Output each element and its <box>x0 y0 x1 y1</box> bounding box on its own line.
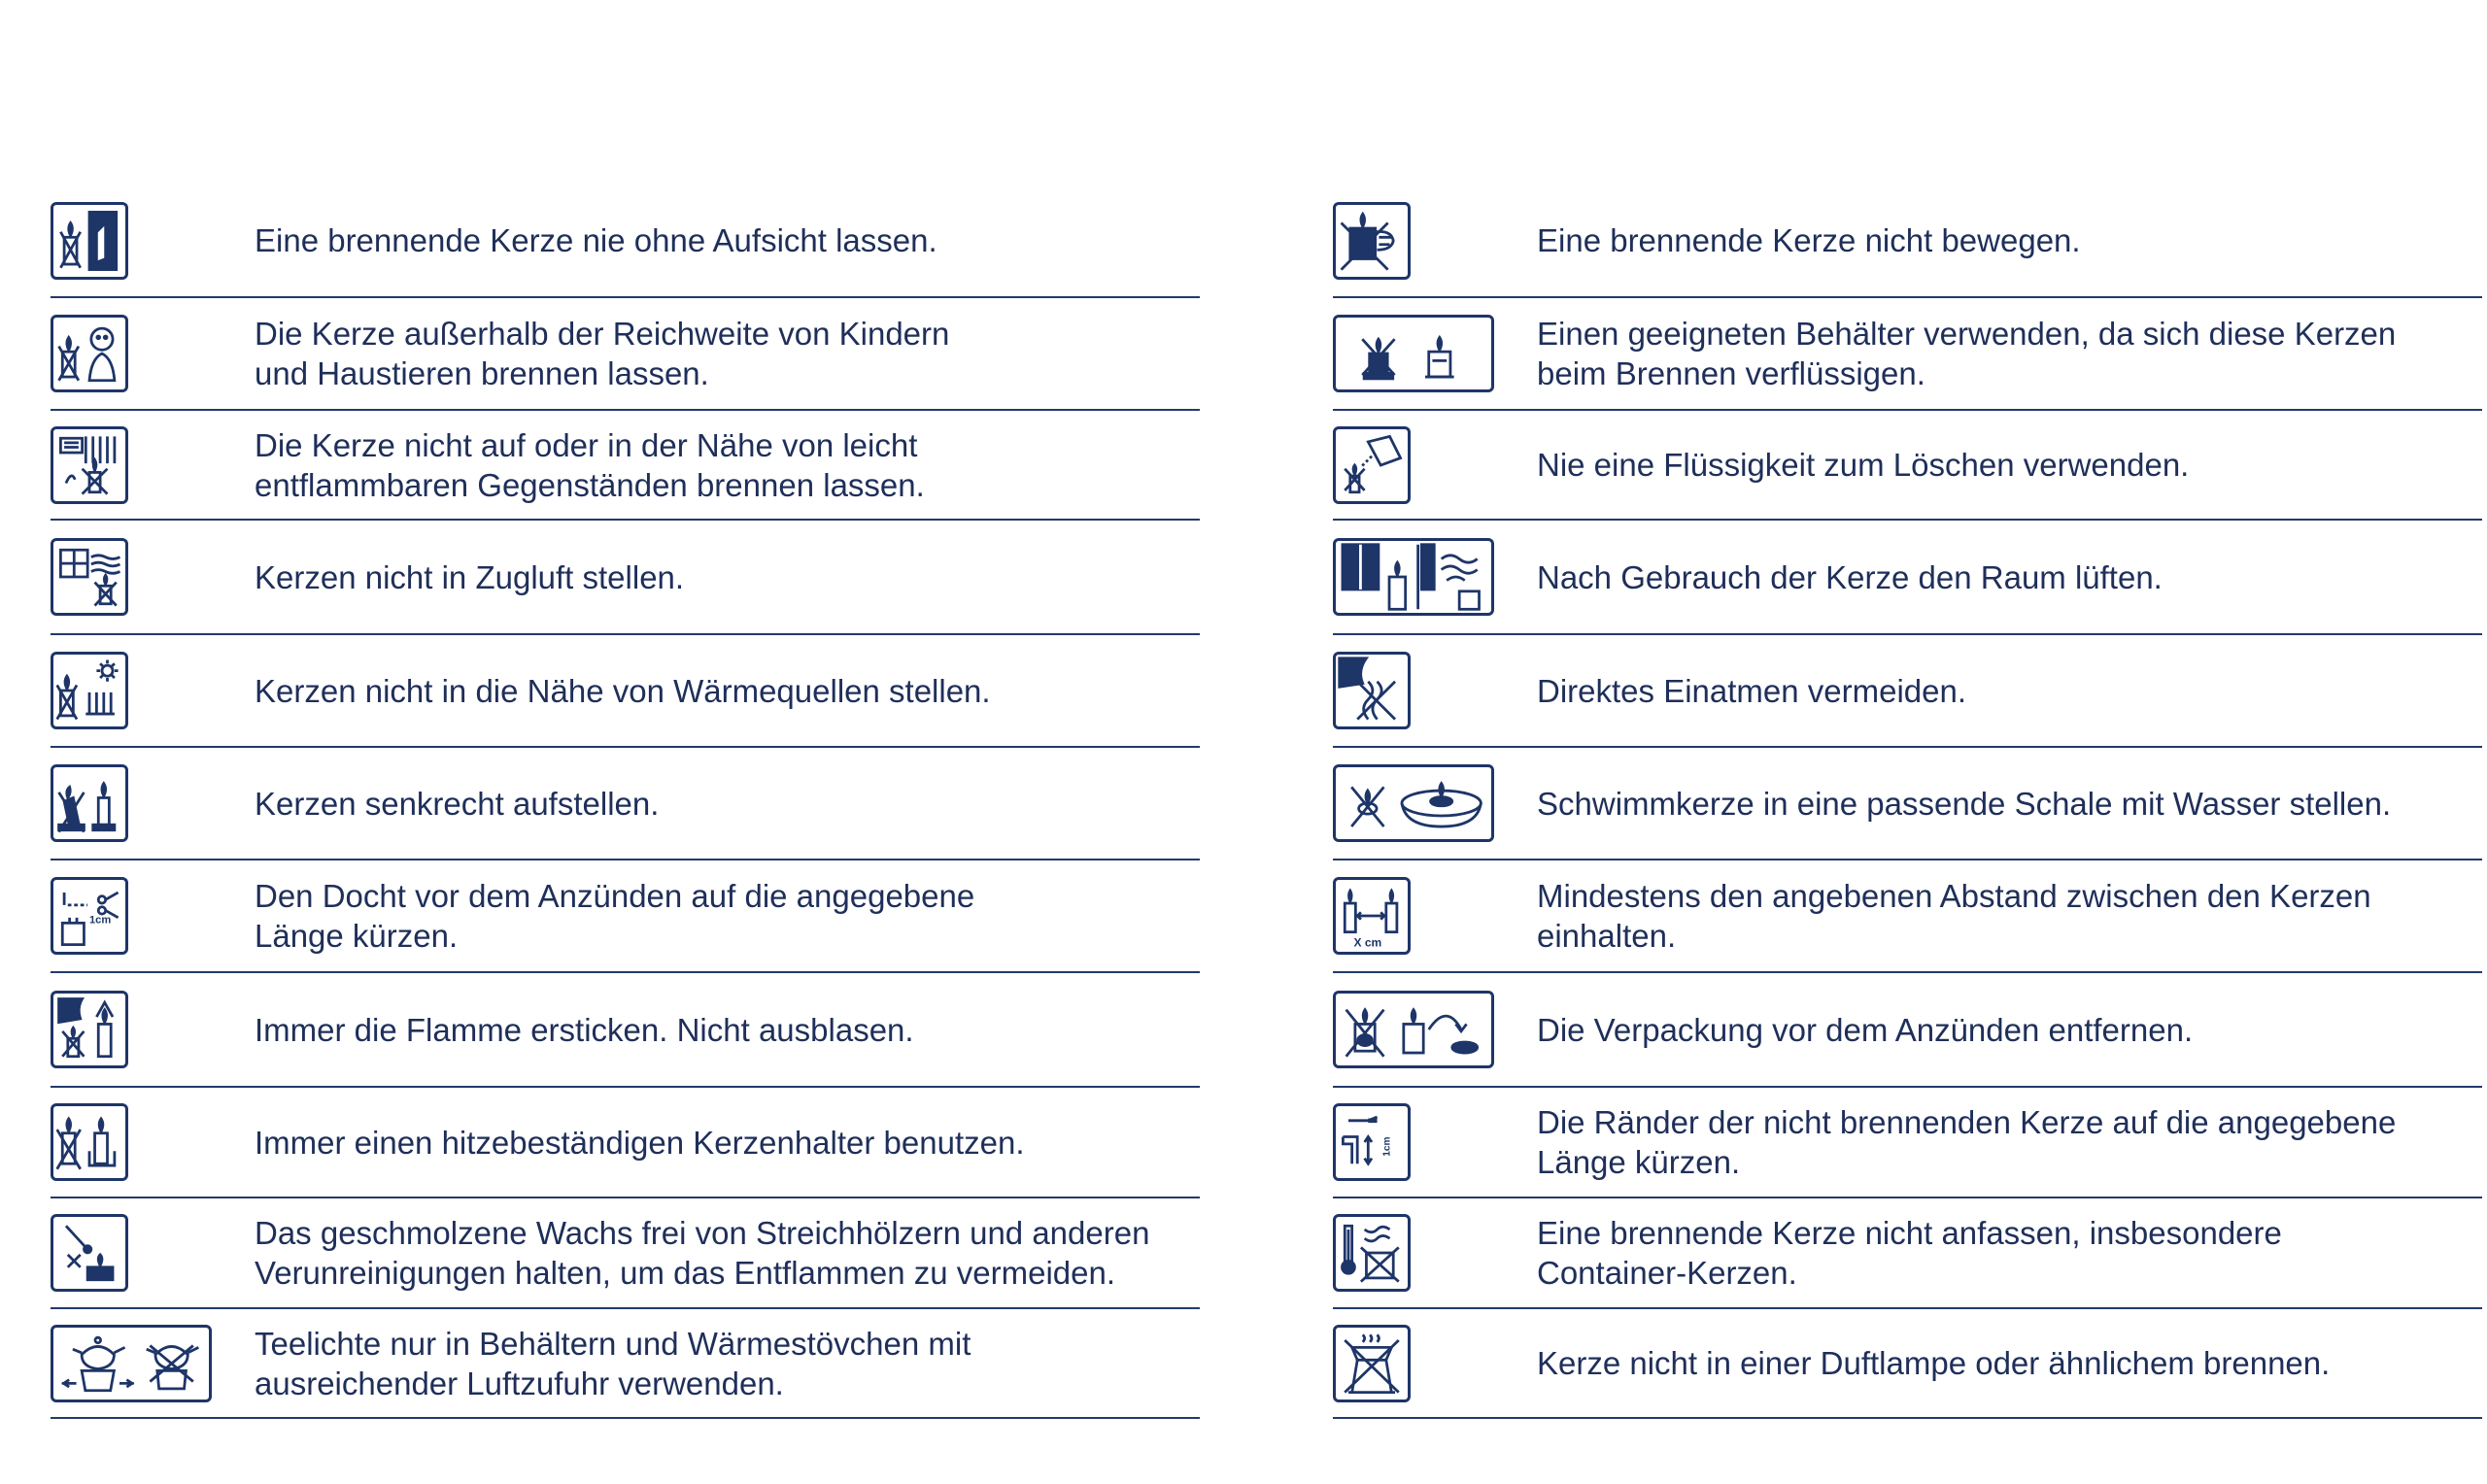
list-item-text: Nie eine Flüssigkeit zum Löschen verwenden. <box>1537 447 2190 483</box>
list-item-text: Den Docht vor dem Anzünden auf die angegebene Länge kürzen. <box>255 878 975 954</box>
list-item <box>51 748 1200 860</box>
left-column <box>51 185 1200 1419</box>
list-item-text: Das geschmolzene Wachs frei von Streichhölzern und anderen Verunreinigungen halten, um das Entflammen zu vermeiden. <box>255 1215 1150 1291</box>
list-item-text: Die Verpackung vor dem Anzünden entfernen. <box>1537 1011 2194 1048</box>
list-item <box>51 411 1200 521</box>
no-oil-burner-icon <box>1333 1325 1411 1402</box>
list-item-text: Immer einen hitzebeständigen Kerzenhalter benutzen. <box>255 1124 1025 1161</box>
ventilate-room-icon <box>1333 538 1494 616</box>
flammable-objects-icon <box>51 426 128 504</box>
list-item <box>1333 1309 2482 1419</box>
no-liquid-icon <box>1333 426 1411 504</box>
list-item <box>51 521 1200 635</box>
list-item-text: Nach Gebrauch der Kerze den Raum lüften. <box>1537 558 2163 595</box>
smother-flame-icon <box>51 991 128 1068</box>
list-item-text: Eine brennende Kerze nicht bewegen. <box>1537 222 2081 258</box>
list-item-text: Kerzen nicht in die Nähe von Wärmequellen stellen. <box>255 672 991 709</box>
list-item <box>51 973 1200 1088</box>
list-item <box>1333 185 2482 298</box>
no-inhale-icon <box>1333 652 1411 729</box>
list-item-text: Eine brennende Kerze nie ohne Aufsicht lassen. <box>255 222 937 258</box>
list-item-text: Mindestens den angebenen Abstand zwischen den Kerzen einhalten. <box>1537 878 2371 954</box>
upright-candle-icon <box>51 764 128 842</box>
candle-distance-icon <box>1333 877 1411 955</box>
wax-debris-icon <box>51 1214 128 1292</box>
list-item-text: Die Kerze nicht auf oder in der Nähe von leicht entflammbaren Gegenständen brennen lassen. <box>255 426 925 503</box>
trim-wick-icon <box>51 877 128 955</box>
floating-candle-icon <box>1333 764 1494 842</box>
list-item <box>1333 860 2482 973</box>
list-item-text: Schwimmkerze in eine passende Schale mit Wasser stellen. <box>1537 785 2392 822</box>
list-item-text: Die Kerze außerhalb der Reichweite von Kindern und Haustieren brennen lassen. <box>255 316 950 391</box>
list-item-text: Immer die Flamme ersticken. Nicht ausblasen. <box>255 1011 914 1048</box>
list-item-text: Eine brennende Kerze nicht anfassen, insbesondere Container-Kerzen. <box>1537 1215 2282 1291</box>
heat-source-icon <box>51 652 128 729</box>
list-item-text: Kerzen nicht in Zugluft stellen. <box>255 558 685 595</box>
do-not-touch-icon <box>1333 1214 1411 1292</box>
list-item <box>1333 748 2482 860</box>
list-item <box>1333 411 2482 521</box>
list-item <box>51 1088 1200 1198</box>
list-item-text: Die Ränder der nicht brennenden Kerze auf die angegebene Länge kürzen. <box>1537 1104 2397 1180</box>
unattended-candle-icon <box>51 202 128 280</box>
list-item-text: Einen geeigneten Behälter verwenden, da sich diese Kerzen beim Brennen verflüssigen. <box>1537 316 2397 391</box>
list-item-text: Direktes Einatmen vermeiden. <box>1537 672 1967 709</box>
list-item-text: Kerze nicht in einer Duftlampe oder ähnlichem brennen. <box>1537 1345 2331 1381</box>
list-item <box>51 860 1200 973</box>
list-item <box>51 298 1200 411</box>
list-item-text: Kerzen senkrecht aufstellen. <box>255 785 660 822</box>
list-item <box>51 1198 1200 1309</box>
suitable-container-icon <box>1333 315 1494 392</box>
draught-icon <box>51 538 128 616</box>
list-item <box>1333 973 2482 1088</box>
list-item <box>1333 1088 2482 1198</box>
distance-label: X cm <box>1353 935 1382 950</box>
list-item <box>1333 298 2482 411</box>
list-item <box>1333 1198 2482 1309</box>
right-column <box>1333 185 2482 1419</box>
list-item <box>1333 521 2482 635</box>
list-item <box>51 1309 1200 1419</box>
remove-packaging-icon <box>1333 991 1494 1068</box>
list-item <box>51 635 1200 748</box>
trim-wick-label: 1cm <box>89 914 112 927</box>
children-pets-icon <box>51 315 128 392</box>
tealight-warmer-icon <box>51 1325 212 1402</box>
list-item <box>1333 635 2482 748</box>
list-item <box>51 185 1200 298</box>
list-item-text: Teelichte nur in Behältern und Wärmestövchen mit ausreichender Luftzufuhr verwenden. <box>255 1325 971 1401</box>
trim-edges-label: 1cm <box>1381 1136 1393 1157</box>
do-not-move-icon <box>1333 202 1411 280</box>
trim-edges-icon <box>1333 1103 1411 1181</box>
heat-resistant-holder-icon <box>51 1103 128 1181</box>
